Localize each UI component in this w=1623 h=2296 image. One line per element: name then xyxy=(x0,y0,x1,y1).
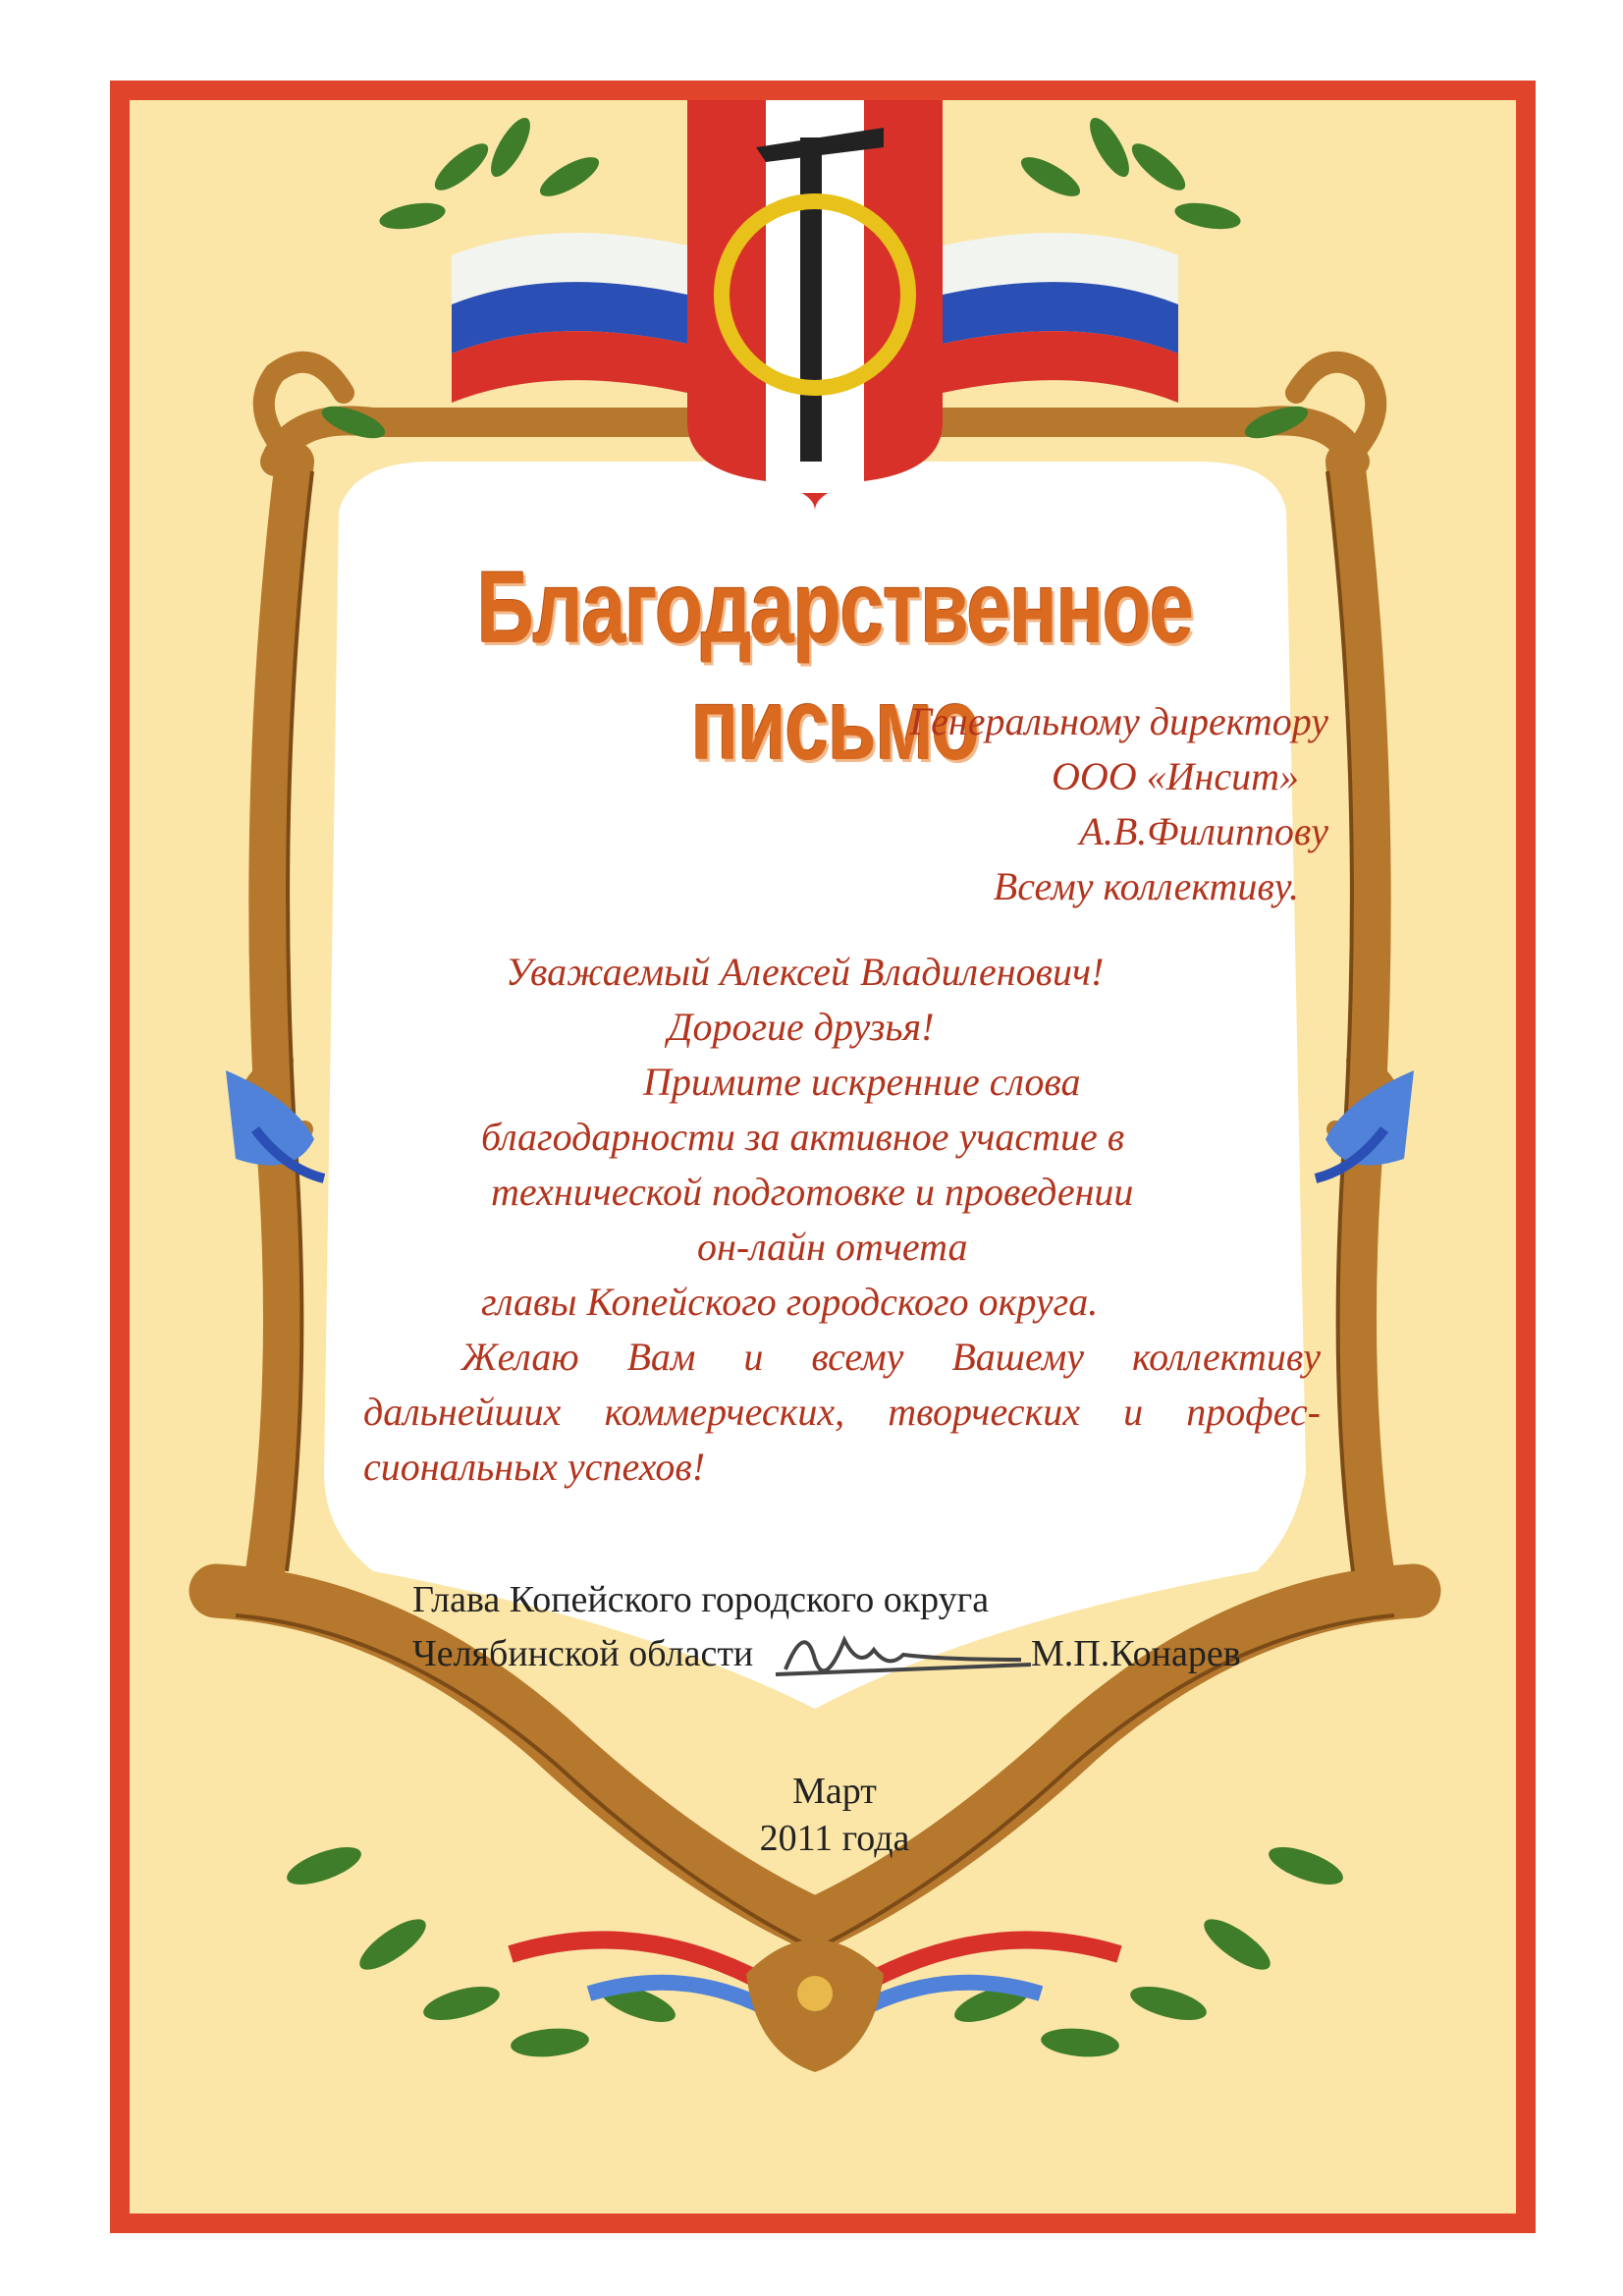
signatory-title: Глава Копейского городского округа xyxy=(412,1579,990,1620)
addressee-line: А.В.Филиппову xyxy=(1079,809,1328,853)
body-line: дальнейших коммерческих, творческих и профес- xyxy=(363,1390,1321,1434)
coat-of-arms-emblem xyxy=(687,100,943,511)
addressee-line: Всему коллективу. xyxy=(993,864,1299,908)
greeting-line: Дорогие друзья! xyxy=(668,1005,935,1049)
body-line: Желаю Вам и всему Вашему коллективу xyxy=(461,1335,1321,1379)
greeting-line: Уважаемый Алексей Владиленович! xyxy=(506,950,1105,994)
letter-title: Благодарственное письмо xyxy=(476,551,1193,782)
body-line: благодарности за активное участие в xyxy=(481,1115,1125,1159)
body-line: Примите искренние слова xyxy=(643,1060,1081,1104)
date-month: Март xyxy=(792,1771,877,1812)
body-line: сиональных успехов! xyxy=(363,1445,706,1489)
signatory-region: Челябинской области xyxy=(412,1633,754,1674)
body-line: главы Копейского городского округа. xyxy=(481,1280,1099,1324)
russian-flag-left xyxy=(452,233,687,403)
body-line: технической подготовке и проведении xyxy=(491,1170,1134,1214)
date-year: 2011 года xyxy=(759,1818,910,1859)
body-line: он-лайн отчета xyxy=(697,1225,968,1269)
white-inner-panel xyxy=(324,462,1306,1709)
russian-flag-right xyxy=(943,233,1178,403)
signatory-name: М.П.Конарев xyxy=(1031,1633,1241,1674)
addressee-line: Генеральному директору xyxy=(909,699,1328,743)
addressee-line: ООО «Инсит» xyxy=(1051,754,1299,798)
